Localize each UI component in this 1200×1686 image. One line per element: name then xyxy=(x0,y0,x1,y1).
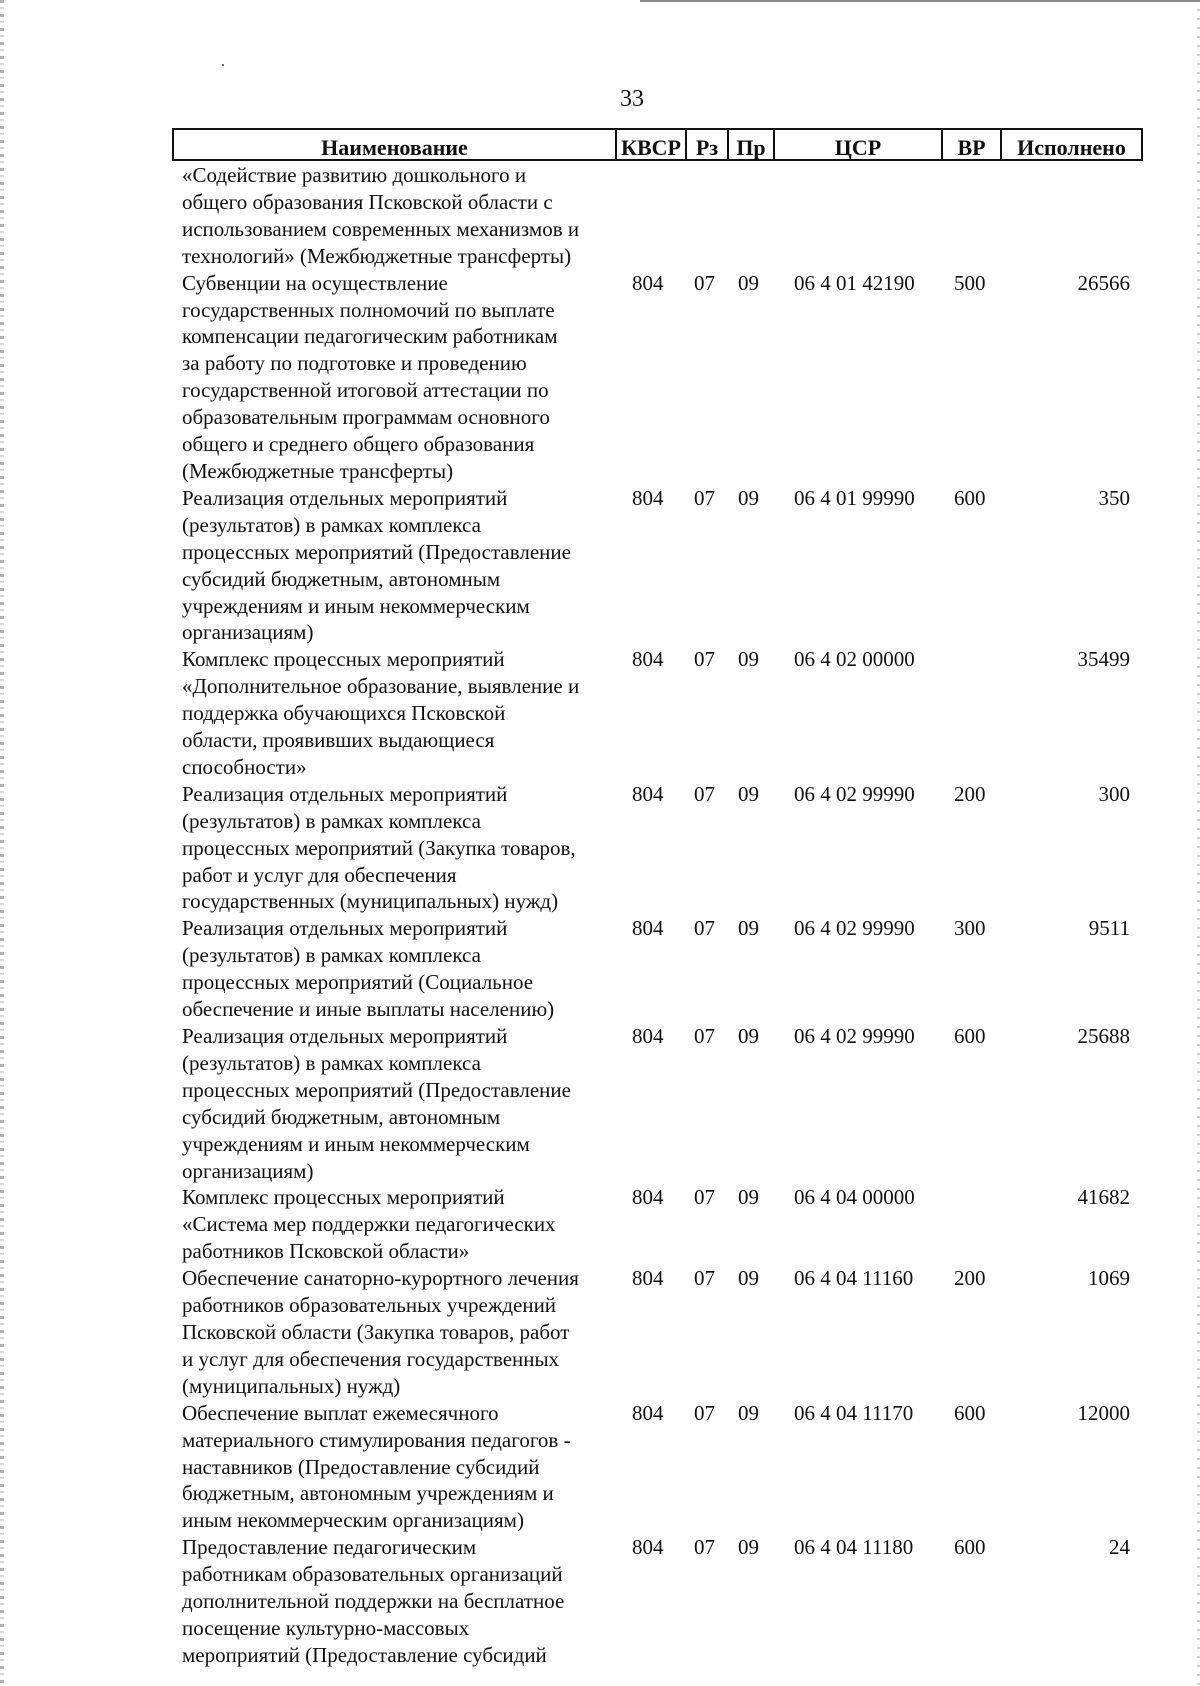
row-name-line: субсидий бюджетным, автономным xyxy=(182,566,501,591)
cell-done: 350 xyxy=(1098,485,1130,510)
row-name-line: Комплекс процессных мероприятий xyxy=(182,1185,505,1210)
table-header xyxy=(172,128,1143,161)
row-name-line: (результатов) в рамках комплекса xyxy=(182,512,481,537)
row-name-line: технологий» (Межбюджетные трансферты) xyxy=(182,243,572,268)
row-name xyxy=(182,1184,612,1265)
cell-done: 12000 xyxy=(1077,1400,1130,1425)
table-row xyxy=(0,1400,1200,1535)
row-name-line: Обеспечение выплат ежемесячного xyxy=(182,1400,499,1425)
cell-csr: 06 4 04 11180 xyxy=(794,1535,914,1560)
cell-rz: 07 xyxy=(694,1024,715,1048)
cell-csr: 06 4 02 99990 xyxy=(794,916,915,941)
row-name-line: государственных (муниципальных) нужд) xyxy=(182,889,559,914)
cell-vr: 500 xyxy=(954,270,986,295)
row-name xyxy=(182,1023,612,1184)
row-name-line: работ и услуг для обеспечения xyxy=(182,862,457,887)
row-name xyxy=(182,1265,612,1400)
row-name-line: способности» xyxy=(182,754,307,779)
cell-pr: 09 xyxy=(738,1024,759,1048)
table-row xyxy=(0,485,1200,646)
row-name-line: Субвенции на осуществление xyxy=(182,270,448,295)
row-name-line: общего образования Псковской области с xyxy=(182,189,553,214)
table-row xyxy=(0,915,1200,1023)
table-row xyxy=(0,1184,1200,1265)
row-name-line: мероприятий (Предоставление субсидий xyxy=(182,1642,547,1667)
cell-vr: 200 xyxy=(954,781,986,806)
table-row xyxy=(0,646,1200,781)
table-row xyxy=(0,270,1200,485)
row-name-line: процессных мероприятий (Предоставление xyxy=(182,1077,571,1102)
row-name-line: субсидий бюджетным, автономным xyxy=(182,1104,501,1129)
cell-kvsr: 804 xyxy=(632,485,664,510)
cell-vr: 600 xyxy=(954,1400,986,1425)
table-row xyxy=(0,162,1200,270)
row-name-line: (Межбюджетные трансферты) xyxy=(182,458,454,483)
cell-csr: 06 4 02 00000 xyxy=(794,647,915,672)
row-name-line: Псковской области (Закупка товаров, работ xyxy=(182,1319,570,1344)
row-name-line: компенсации педагогическим работникам xyxy=(182,324,558,349)
row-name-line: учреждениям и иным некоммерческим xyxy=(182,1131,530,1156)
header-done: Исполнено xyxy=(1017,134,1126,160)
cell-csr: 06 4 04 11160 xyxy=(794,1266,914,1291)
header-rz: Рз xyxy=(687,130,729,159)
row-name-line: работников Псковской области» xyxy=(182,1239,470,1264)
cell-csr: 06 4 02 99990 xyxy=(794,1024,915,1048)
cell-done: 1069 xyxy=(1088,1266,1130,1291)
cell-csr: 06 4 02 99990 xyxy=(794,781,915,806)
cell-csr: 06 4 04 11170 xyxy=(794,1400,914,1425)
cell-csr: 06 4 04 00000 xyxy=(794,1185,915,1210)
row-name-line: иным некоммерческим организациям) xyxy=(182,1508,524,1533)
cell-rz: 07 xyxy=(694,485,715,510)
cell-vr: 600 xyxy=(954,485,986,510)
row-name-line: Реализация отдельных мероприятий xyxy=(182,781,508,806)
cell-rz: 07 xyxy=(694,916,715,941)
row-name-line: Комплекс процессных мероприятий xyxy=(182,647,505,672)
row-name-line: работникам образовательных организаций xyxy=(182,1562,563,1587)
row-name xyxy=(182,1534,612,1669)
row-name xyxy=(182,915,612,1023)
row-name-line: государственной итоговой аттестации по xyxy=(182,378,549,403)
scan-edge-top xyxy=(640,0,1200,2)
cell-done: 9511 xyxy=(1088,916,1130,941)
row-name-line: бюджетным, автономным учреждениям и xyxy=(182,1481,554,1506)
row-name-line: и услуг для обеспечения государственных xyxy=(182,1346,560,1371)
row-name-line: (результатов) в рамках комплекса xyxy=(182,808,481,833)
header-name: Наименование xyxy=(174,130,617,159)
cell-kvsr: 804 xyxy=(632,1535,664,1560)
cell-csr: 06 4 01 42190 xyxy=(794,270,915,295)
cell-kvsr: 804 xyxy=(632,270,664,295)
cell-rz: 07 xyxy=(694,647,715,672)
row-name xyxy=(182,781,612,916)
header-csr: ЦСР xyxy=(775,130,943,159)
cell-done: 25688 xyxy=(1077,1024,1130,1048)
row-name-line: организациям) xyxy=(182,1158,314,1183)
row-name-line: Обеспечение санаторно-курортного лечения xyxy=(182,1266,579,1291)
cell-kvsr: 804 xyxy=(632,1024,664,1048)
header-kvsr: КВСР xyxy=(617,130,687,159)
row-name-line: процессных мероприятий (Предоставление xyxy=(182,539,571,564)
cell-done: 35499 xyxy=(1077,647,1130,672)
cell-rz: 07 xyxy=(694,1535,715,1560)
row-name-line: учреждениям и иным некоммерческим xyxy=(182,593,530,618)
table-row xyxy=(0,1023,1200,1184)
row-name xyxy=(182,485,612,646)
row-name-line: образовательным программам основного xyxy=(182,405,550,430)
cell-kvsr: 804 xyxy=(632,1185,664,1210)
row-name-line: обеспечение и иные выплаты населению) xyxy=(182,997,555,1022)
cell-done: 26566 xyxy=(1077,270,1130,295)
cell-kvsr: 804 xyxy=(632,916,664,941)
row-name-line: (результатов) в рамках комплекса xyxy=(182,943,481,968)
row-name-line: Реализация отдельных мероприятий xyxy=(182,916,508,941)
row-name-line: «Содействие развитию дошкольного и xyxy=(182,163,527,187)
cell-kvsr: 804 xyxy=(632,781,664,806)
cell-pr: 09 xyxy=(738,270,759,295)
row-name xyxy=(182,162,612,270)
row-name-line: Реализация отдельных мероприятий xyxy=(182,485,508,510)
cell-rz: 07 xyxy=(694,1185,715,1210)
cell-pr: 09 xyxy=(738,1535,759,1560)
cell-pr: 09 xyxy=(738,1400,759,1425)
cell-rz: 07 xyxy=(694,1266,715,1291)
row-name-line: посещение культурно-массовых xyxy=(182,1615,470,1640)
cell-kvsr: 804 xyxy=(632,647,664,672)
cell-done: 41682 xyxy=(1077,1185,1130,1210)
row-name-line: материального стимулирования педагогов - xyxy=(182,1427,571,1452)
cell-vr: 200 xyxy=(954,1266,986,1291)
row-name-line: работников образовательных учреждений xyxy=(182,1293,557,1318)
row-name xyxy=(182,1400,612,1535)
cell-csr: 06 4 01 99990 xyxy=(794,485,915,510)
row-name-line: за работу по подготовке и проведению xyxy=(182,351,527,376)
cell-vr: 600 xyxy=(954,1535,986,1560)
cell-pr: 09 xyxy=(738,1185,759,1210)
row-name-line: дополнительной поддержки на бесплатное xyxy=(182,1589,565,1614)
cell-done: 300 xyxy=(1098,781,1130,806)
cell-vr: 600 xyxy=(954,1024,986,1048)
row-name-line: (результатов) в рамках комплекса xyxy=(182,1050,481,1075)
row-name-line: процессных мероприятий (Закупка товаров, xyxy=(182,835,576,860)
cell-rz: 07 xyxy=(694,1400,715,1425)
cell-vr: 300 xyxy=(954,916,986,941)
row-name-line: использованием современных механизмов и xyxy=(182,216,580,241)
row-name-line: государственных полномочий по выплате xyxy=(182,297,555,322)
cell-pr: 09 xyxy=(738,1266,759,1291)
header-pr: Пр xyxy=(729,130,775,159)
table-body xyxy=(0,162,1200,1669)
header-vr: ВР xyxy=(943,130,1002,159)
table-row xyxy=(0,1265,1200,1400)
row-name-line: поддержка обучающихся Псковской xyxy=(182,701,506,726)
table-row xyxy=(0,781,1200,916)
cell-pr: 09 xyxy=(738,485,759,510)
cell-pr: 09 xyxy=(738,647,759,672)
row-name-line: «Система мер поддержки педагогических xyxy=(182,1212,556,1237)
page-number: 33 xyxy=(620,86,644,112)
scan-speck xyxy=(222,64,224,66)
row-name-line: «Дополнительное образование, выявление и xyxy=(182,674,580,699)
row-name-line: Предоставление педагогическим xyxy=(182,1535,477,1560)
row-name xyxy=(182,270,612,485)
row-name xyxy=(182,646,612,781)
cell-kvsr: 804 xyxy=(632,1400,664,1425)
row-name-line: наставников (Предоставление субсидий xyxy=(182,1454,540,1479)
cell-kvsr: 804 xyxy=(632,1266,664,1291)
row-name-line: процессных мероприятий (Социальное xyxy=(182,970,534,995)
row-name-line: организациям) xyxy=(182,620,314,645)
row-name-line: Реализация отдельных мероприятий xyxy=(182,1024,508,1048)
cell-rz: 07 xyxy=(694,270,715,295)
row-name-line: (муниципальных) нужд) xyxy=(182,1373,401,1398)
cell-pr: 09 xyxy=(738,781,759,806)
cell-pr: 09 xyxy=(738,916,759,941)
cell-done: 24 xyxy=(1109,1535,1130,1560)
table-row xyxy=(0,1534,1200,1669)
row-name-line: общего и среднего общего образования xyxy=(182,432,535,457)
row-name-line: области, проявивших выдающиеся xyxy=(182,728,495,753)
cell-rz: 07 xyxy=(694,781,715,806)
